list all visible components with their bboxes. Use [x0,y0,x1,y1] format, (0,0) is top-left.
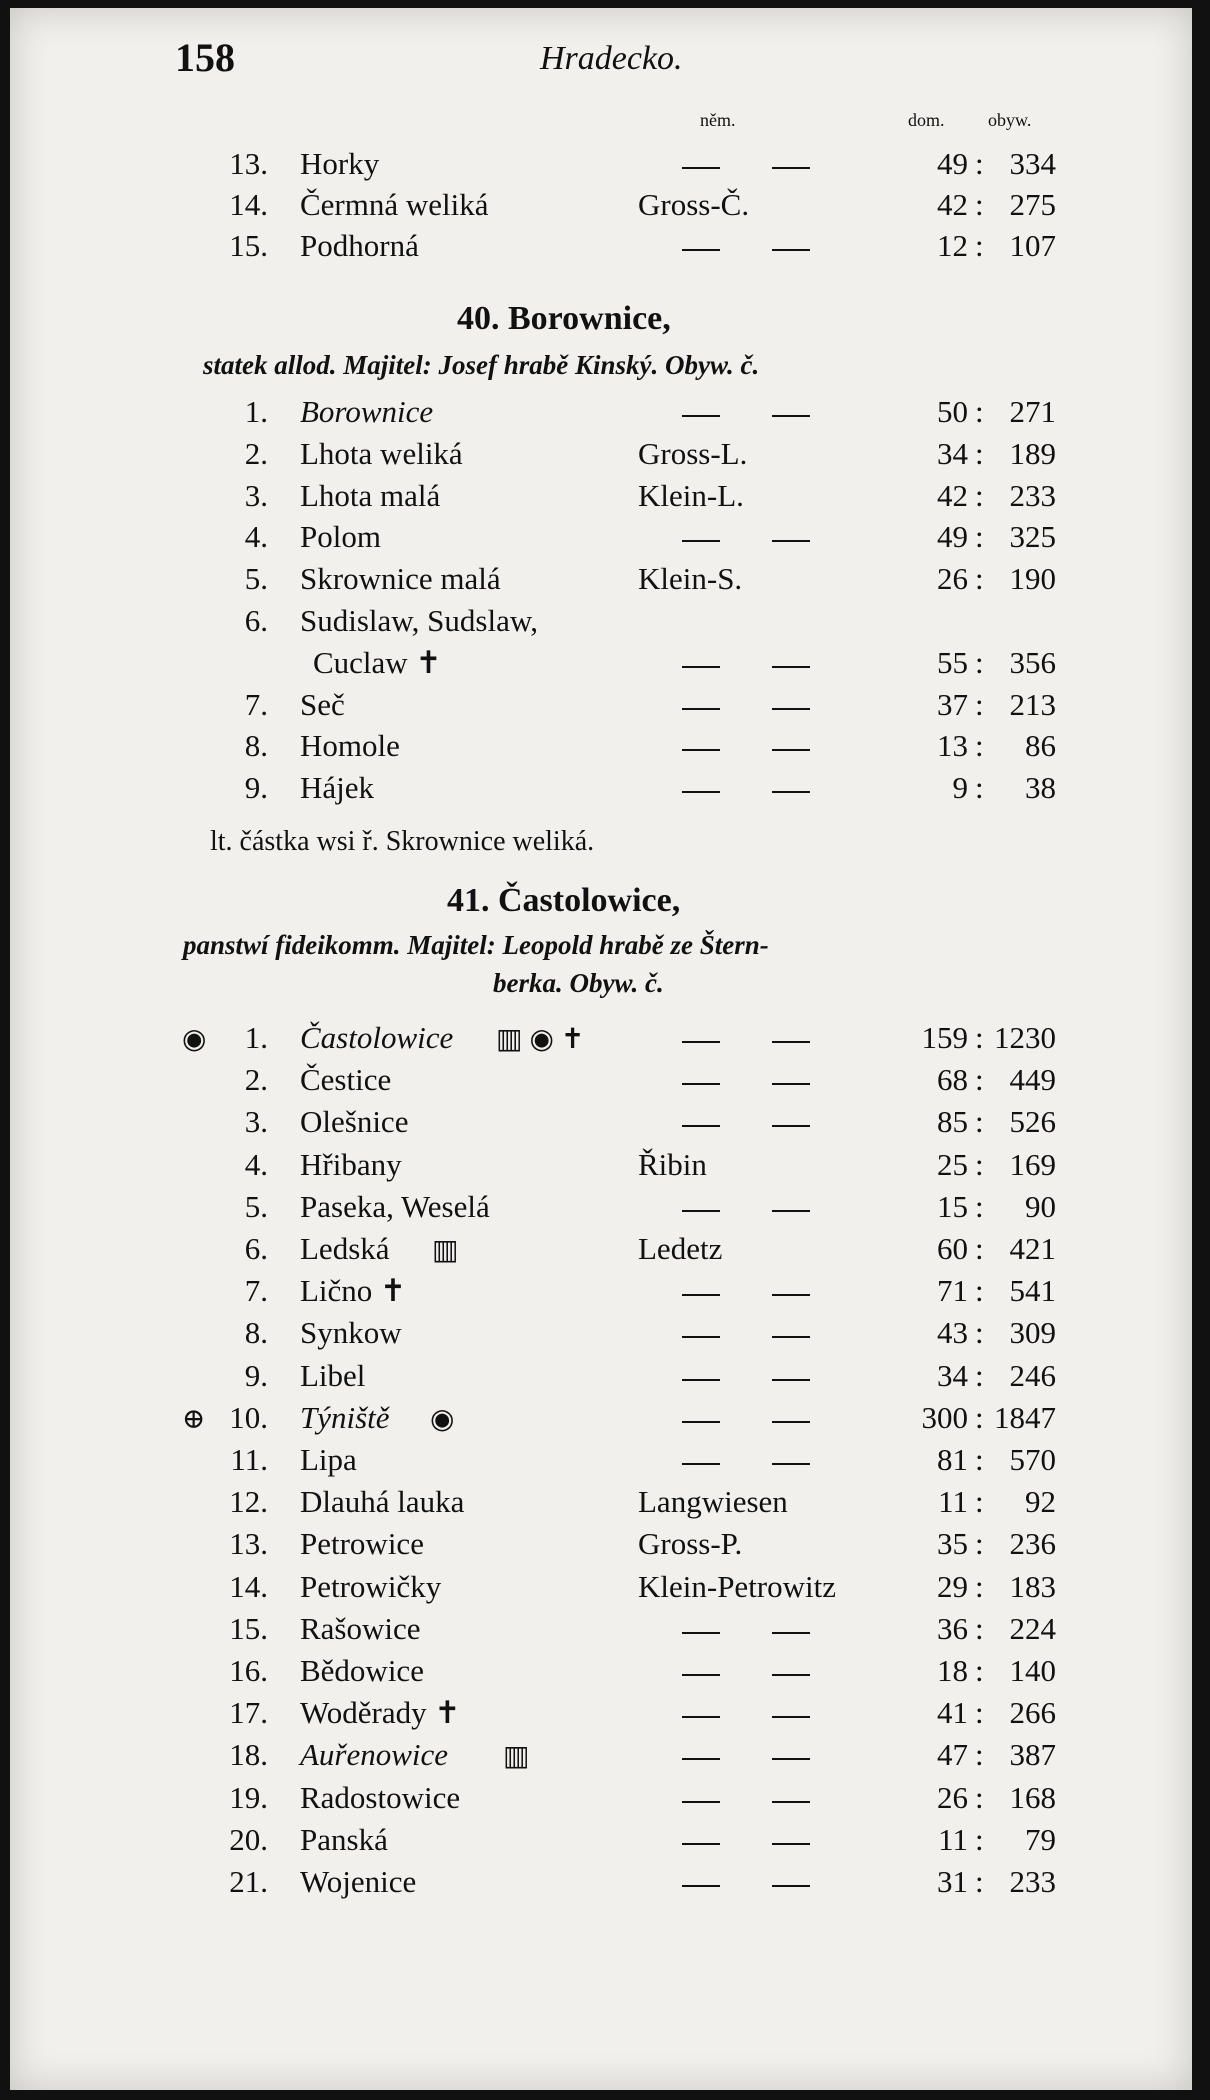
ditto-dash [682,540,720,542]
row-number: 6. [244,603,268,638]
row-houses: 49 [937,146,968,181]
row-houses: 35 [937,1526,968,1562]
row-population: 183 [1009,1568,1056,1604]
ditto-dash [772,1294,810,1296]
row-number: 18. [229,1737,268,1773]
ratio-colon: : [975,228,984,263]
row-place-name: Seč [300,686,345,722]
table-row [10,1822,1192,1864]
row-population: 421 [1009,1231,1056,1266]
row-number: 5. [244,1188,268,1224]
row-houses: 68 [937,1062,968,1098]
ratio-colon: : [975,435,984,471]
row-houses: 26 [937,1779,968,1815]
row-population: 90 [1025,1188,1056,1224]
ditto-dash [682,249,720,251]
row-houses: 159 [921,1020,968,1055]
row-german-name: Gross-P. [638,1526,743,1562]
row-place-name: Cuclaw ✝ [313,644,442,680]
ratio-colon: : [975,146,984,181]
row-population: 236 [1009,1526,1056,1562]
table-row [10,1189,1192,1231]
ditto-dash [682,1125,720,1127]
table-row [10,1147,1192,1189]
row-population: 189 [1009,435,1056,471]
row-place-name: Čestice [300,1062,392,1098]
section-41-subtitle-line1: panstwí fideikomm. Majitel: Leopold hrabě ze Štern- [183,930,769,960]
row-population: 1230 [994,1020,1056,1055]
ratio-colon: : [975,1020,984,1055]
ratio-colon: : [975,644,984,680]
row-place-name: Polom [300,519,381,555]
ditto-dash [682,1885,720,1887]
row-number: 1. [244,394,268,429]
ditto-dash [682,708,720,710]
row-symbols: ◉ [430,1403,455,1435]
table-row [10,1653,1192,1695]
ditto-dash [772,1674,810,1676]
row-german-name: Klein-Petrowitz [638,1568,837,1604]
row-houses: 12 [937,228,968,263]
row-number: 6. [244,1231,268,1266]
ditto-dash [682,749,720,751]
row-german-name: Ledetz [638,1231,723,1266]
ditto-dash [772,1210,810,1212]
row-population: 449 [1009,1062,1056,1098]
book-page [10,8,1192,2090]
row-houses: 26 [937,561,968,597]
table-row [10,228,1192,270]
row-place-name: Hřibany [300,1146,402,1182]
table-row [10,645,1192,687]
ratio-colon: : [975,519,984,555]
row-place-name: Olešnice [300,1104,409,1140]
row-population: 224 [1009,1610,1056,1646]
row-number: 8. [244,1315,268,1351]
row-number: 17. [229,1695,268,1731]
table-row [10,603,1192,645]
row-number: 4. [244,1146,268,1182]
row-houses: 31 [937,1864,968,1899]
row-place-name: Skrownice malá [300,561,501,597]
row-number: 7. [244,1273,268,1309]
row-number: 8. [244,728,268,764]
row-german-name: Řibin [638,1146,707,1182]
ditto-dash [682,1843,720,1845]
row-number: 14. [229,187,268,222]
table-row [10,1864,1192,1906]
ditto-dash [772,167,810,169]
page-title: Hradecko. [540,40,683,77]
row-place-name: Wojenice [300,1864,417,1899]
row-german-name: Klein-S. [638,561,743,597]
row-population: 233 [1009,477,1056,513]
row-place-name: Rašowice [300,1610,421,1646]
ratio-colon: : [975,1104,984,1140]
ratio-colon: : [975,1779,984,1815]
row-houses: 18 [937,1653,968,1688]
table-row [10,1611,1192,1653]
row-houses: 9 [952,770,968,806]
ditto-dash [682,1758,720,1760]
table-row [10,478,1192,520]
row-population: 107 [1009,228,1056,263]
row-houses: 49 [937,519,968,555]
ratio-colon: : [975,1146,984,1182]
row-german-name: Gross-L. [638,435,748,471]
ratio-colon: : [975,1610,984,1646]
ratio-colon: : [975,394,984,429]
row-number: 3. [244,1104,268,1140]
table-row [10,1358,1192,1400]
section-40-subtitle: statek allod. Majitel: Josef hrabě Kinský. Obyw. č. [203,350,760,380]
row-population: 140 [1009,1653,1056,1688]
ditto-dash [682,1336,720,1338]
ditto-dash [682,1210,720,1212]
ratio-colon: : [975,1062,984,1098]
ditto-dash [682,1632,720,1634]
ditto-dash [772,791,810,793]
row-german-name: Gross-Č. [638,187,750,222]
row-place-name: Čermná weliká [300,187,489,222]
ratio-colon: : [975,1357,984,1393]
ditto-dash [772,1421,810,1423]
table-row [10,728,1192,770]
table-row [10,1062,1192,1104]
row-place-name: Lhota weliká [300,435,463,471]
ratio-colon: : [975,1568,984,1604]
column-header-population: obyw. [988,110,1032,130]
row-number: 13. [229,146,268,181]
ratio-colon: : [975,770,984,806]
table-row [10,687,1192,729]
ditto-dash [772,1463,810,1465]
row-number: 10. [229,1399,268,1435]
row-population: 92 [1025,1484,1056,1520]
row-number: 16. [229,1653,268,1688]
row-population: 266 [1009,1695,1056,1731]
row-population: 275 [1009,187,1056,222]
ratio-colon: : [975,1399,984,1435]
row-place-name: Lično ✝ [300,1273,407,1309]
ditto-dash [682,1421,720,1423]
row-houses: 85 [937,1104,968,1140]
section-41-title: 41. Častolowice, [447,882,681,919]
ditto-dash [682,666,720,668]
row-place-name: Týniště [300,1399,390,1435]
row-place-name: Bědowice [300,1653,424,1688]
row-number: 13. [229,1526,268,1562]
ditto-dash [682,1463,720,1465]
row-population: 334 [1009,146,1056,181]
ditto-dash [772,540,810,542]
row-houses: 47 [937,1737,968,1773]
ditto-dash [682,415,720,417]
ditto-dash [772,1083,810,1085]
row-population: 541 [1009,1273,1056,1309]
row-place-name: Ledská [300,1231,390,1266]
row-prefix-symbol: ⊕ [182,1403,206,1435]
ratio-colon: : [975,1864,984,1899]
ratio-colon: : [975,561,984,597]
row-population: 325 [1009,519,1056,555]
table-row [10,1569,1192,1611]
row-houses: 81 [937,1442,968,1477]
row-number: 9. [244,1357,268,1393]
ditto-dash [772,1379,810,1381]
row-houses: 25 [937,1146,968,1182]
ratio-colon: : [975,1484,984,1520]
row-number: 15. [229,228,268,263]
ditto-dash [682,1379,720,1381]
ditto-dash [772,415,810,417]
row-population: 79 [1025,1821,1056,1857]
ratio-colon: : [975,1315,984,1351]
ditto-dash [682,1716,720,1718]
row-number: 9. [244,770,268,806]
row-number: 2. [244,435,268,471]
row-population: 309 [1009,1315,1056,1351]
ratio-colon: : [975,1653,984,1688]
row-place-name: Borownice [300,394,434,429]
ratio-colon: : [975,686,984,722]
ditto-dash [772,1885,810,1887]
table-row [10,1231,1192,1273]
ditto-dash [682,1294,720,1296]
row-houses: 11 [938,1484,968,1520]
row-number: 15. [229,1610,268,1646]
row-population: 86 [1025,728,1056,764]
row-number: 19. [229,1779,268,1815]
row-place-name: Libel [300,1357,366,1393]
row-population: 233 [1009,1864,1056,1899]
table-row [10,1020,1192,1062]
ditto-dash [772,1125,810,1127]
row-population: 169 [1009,1146,1056,1182]
row-place-name: Panská [300,1821,388,1857]
row-population: 570 [1009,1442,1056,1477]
row-houses: 13 [937,728,968,764]
row-population: 190 [1009,561,1056,597]
row-population: 38 [1025,770,1056,806]
ditto-dash [682,1041,720,1043]
row-houses: 71 [937,1273,968,1309]
ditto-dash [682,167,720,169]
row-houses: 37 [937,686,968,722]
row-houses: 50 [937,394,968,429]
row-place-name: Lhota malá [300,477,441,513]
row-number: 5. [244,561,268,597]
ditto-dash [772,1716,810,1718]
row-number: 2. [244,1062,268,1098]
row-population: 1847 [994,1399,1056,1435]
ditto-dash [772,1041,810,1043]
table-row [10,1273,1192,1315]
ditto-dash [772,1801,810,1803]
ratio-colon: : [975,728,984,764]
row-houses: 11 [938,1821,968,1857]
ratio-colon: : [975,1737,984,1773]
row-number: 20. [229,1821,268,1857]
ditto-dash [772,1336,810,1338]
row-number: 3. [244,477,268,513]
row-houses: 42 [937,477,968,513]
row-population: 526 [1009,1104,1056,1140]
row-place-name: Paseka, Weselá [300,1188,490,1224]
row-place-name: Petrowičky [300,1568,442,1604]
ratio-colon: : [975,1231,984,1266]
row-place-name: Dlauhá lauka [300,1484,465,1520]
row-number: 21. [229,1864,268,1899]
table-row [10,1442,1192,1484]
row-houses: 42 [937,187,968,222]
column-header-german: něm. [700,110,736,130]
row-prefix-symbol: ◉ [182,1024,207,1055]
row-place-name: Hájek [300,770,375,806]
section-40-note: lt. částka wsi ř. Skrownice weliká. [210,826,595,857]
table-row [10,1315,1192,1357]
table-row [10,1695,1192,1737]
row-population: 213 [1009,686,1056,722]
row-symbols: ▥ ◉ ✝ [496,1024,585,1055]
ditto-dash [772,1758,810,1760]
row-german-name: Klein-L. [638,477,744,513]
row-place-name: Woděrady ✝ [300,1695,461,1731]
row-houses: 34 [937,435,968,471]
row-place-name: Homole [300,728,400,764]
row-population: 168 [1009,1779,1056,1815]
row-number: 7. [244,686,268,722]
row-houses: 15 [937,1188,968,1224]
ratio-colon: : [975,187,984,222]
page-number: 158 [175,35,235,80]
table-row [10,1104,1192,1146]
column-header-houses: dom. [908,110,945,130]
ditto-dash [682,1801,720,1803]
row-houses: 43 [937,1315,968,1351]
table-row [10,187,1192,229]
ditto-dash [772,249,810,251]
row-place-name: Sudislaw, Sudslaw, [300,603,538,638]
row-place-name: Synkow [300,1315,402,1351]
row-place-name: Auřenowice [300,1737,449,1773]
ratio-colon: : [975,1695,984,1731]
row-houses: 34 [937,1357,968,1393]
table-row [10,519,1192,561]
row-place-name: Radostowice [300,1779,461,1815]
table-row [10,394,1192,436]
row-houses: 41 [937,1695,968,1731]
row-place-name: Petrowice [300,1526,424,1562]
ratio-colon: : [975,1442,984,1477]
ditto-dash [682,791,720,793]
ratio-colon: : [975,1526,984,1562]
row-number: 1. [244,1020,268,1055]
table-row [10,770,1192,812]
row-population: 356 [1009,644,1056,680]
table-row [10,146,1192,188]
row-number: 4. [244,519,268,555]
row-german-name: Langwiesen [638,1484,788,1520]
table-row [10,1400,1192,1442]
row-houses: 60 [937,1231,968,1266]
ditto-dash [772,749,810,751]
row-houses: 29 [937,1568,968,1604]
row-number: 14. [229,1568,268,1604]
row-population: 271 [1009,394,1056,429]
table-row [10,1780,1192,1822]
row-houses: 300 [921,1399,968,1435]
ditto-dash [772,1632,810,1634]
row-symbols: ▥ [503,1741,530,1773]
table-row [10,436,1192,478]
table-row [10,1526,1192,1568]
ditto-dash [772,666,810,668]
row-place-name: Častolowice [300,1020,454,1055]
ratio-colon: : [975,1273,984,1309]
row-place-name: Lipa [300,1442,357,1477]
row-place-name: Horky [300,146,380,181]
ditto-dash [682,1674,720,1676]
row-place-name: Podhorná [300,228,419,263]
row-symbols: ▥ [432,1235,459,1266]
table-row [10,1484,1192,1526]
ditto-dash [772,1843,810,1845]
ratio-colon: : [975,1821,984,1857]
row-population: 246 [1009,1357,1056,1393]
table-row [10,561,1192,603]
ditto-dash [682,1083,720,1085]
row-houses: 55 [937,644,968,680]
row-number: 12. [229,1484,268,1520]
row-population: 387 [1009,1737,1056,1773]
table-row [10,1737,1192,1779]
row-houses: 36 [937,1610,968,1646]
row-number: 11. [230,1442,268,1477]
ratio-colon: : [975,1188,984,1224]
section-41-subtitle-line2: berka. Obyw. č. [493,968,664,998]
section-40-title: 40. Borownice, [457,300,671,337]
ditto-dash [772,708,810,710]
ratio-colon: : [975,477,984,513]
